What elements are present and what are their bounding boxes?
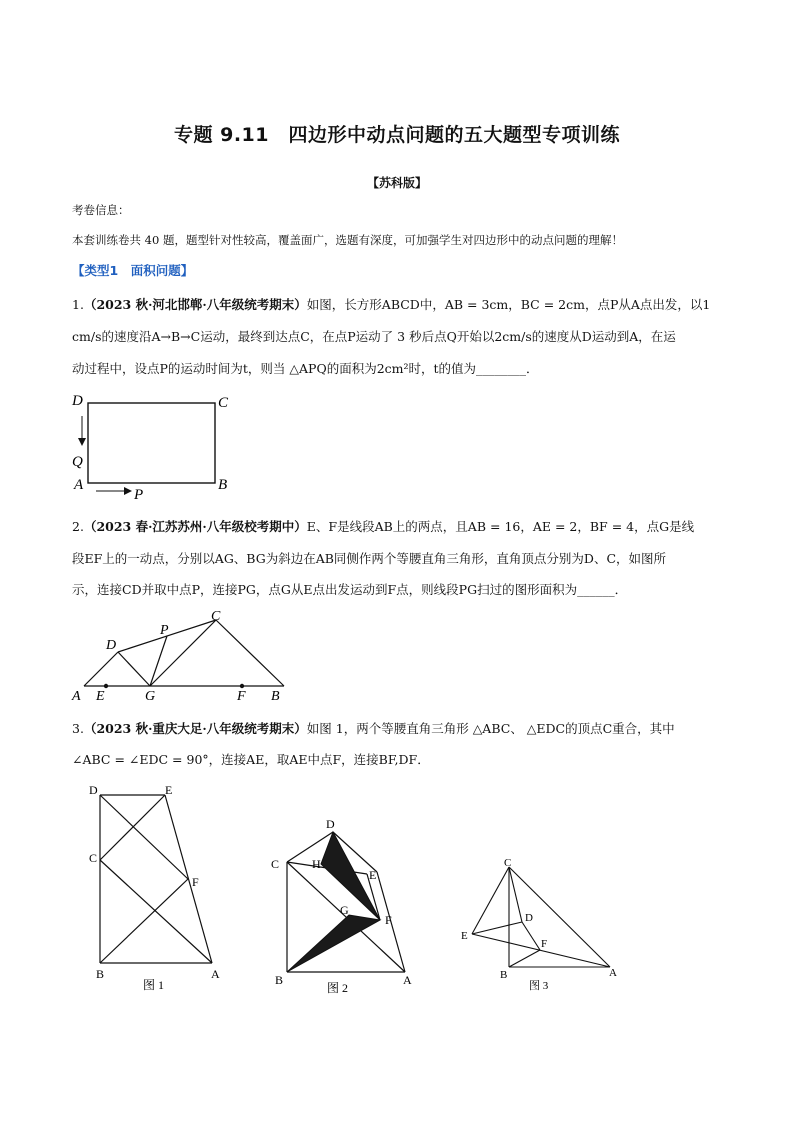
label-d: D bbox=[326, 817, 335, 831]
question-3-figure-3 bbox=[452, 852, 632, 994]
label-b: B bbox=[96, 967, 105, 981]
point-e bbox=[104, 684, 108, 688]
seg-df bbox=[100, 795, 188, 879]
label-f: F bbox=[541, 938, 548, 950]
question-3-line-2: ∠ABC = ∠EDC = 90°，连接AE，取AE中点F，连接BF,DF． bbox=[72, 752, 430, 767]
question-text: 如图，长方形ABCD中，AB = 3cm，BC = 2cm，点P从A点出发，以1 bbox=[306, 297, 711, 312]
label-c: C bbox=[504, 857, 512, 869]
label-f: F bbox=[385, 913, 392, 927]
label-p: P bbox=[160, 623, 169, 638]
label-b: B bbox=[275, 973, 284, 987]
question-3-line-1 bbox=[72, 721, 675, 737]
label-c: C bbox=[271, 857, 280, 871]
label-d: D bbox=[89, 783, 98, 797]
label-p: P bbox=[134, 487, 144, 503]
question-text: E、F是线段AB上的两点，且AB = 16，AE = 2，BF = 4，点G是线 bbox=[306, 519, 695, 534]
point-f bbox=[240, 684, 244, 688]
question-3-figure-2 bbox=[265, 812, 420, 997]
segment-cb bbox=[216, 620, 284, 686]
question-source: （2023 秋·河北邯郸·八年级统考期末） bbox=[83, 297, 307, 312]
seg-df bbox=[522, 922, 540, 950]
seg-ce bbox=[472, 867, 509, 934]
figure-caption: 图 2 bbox=[327, 981, 349, 995]
label-d: D bbox=[525, 912, 533, 924]
label-a: A bbox=[74, 477, 84, 493]
label-c: C bbox=[218, 395, 229, 411]
label-f: F bbox=[192, 875, 199, 889]
label-a: A bbox=[211, 967, 220, 981]
label-e: E bbox=[461, 930, 468, 942]
label-a: A bbox=[403, 973, 412, 987]
question-2-line-1 bbox=[72, 519, 694, 535]
rectangle-abcd bbox=[88, 403, 215, 483]
question-text: 如图 1，两个等腰直角三角形 △ABC、 △EDC的顶点C重合，其中 bbox=[306, 721, 675, 736]
question-source: （2023 春·江苏苏州·八年级校考期中） bbox=[83, 519, 307, 534]
label-d: D bbox=[72, 393, 83, 409]
label-e: E bbox=[96, 689, 105, 704]
arrow-down-head bbox=[78, 438, 86, 446]
arrow-right-head bbox=[124, 487, 132, 495]
label-a: A bbox=[609, 967, 617, 979]
page-title: 专题 9.11 四边形中动点问题的五大题型专项训练 bbox=[174, 124, 620, 146]
segment-dg bbox=[118, 652, 150, 686]
question-3-figure-1 bbox=[85, 780, 235, 995]
label-c: C bbox=[211, 609, 221, 624]
label-f: F bbox=[237, 689, 246, 704]
label-b: B bbox=[271, 689, 280, 704]
section-heading-area: 【类型1 面积问题】 bbox=[72, 263, 194, 278]
question-number: 1. bbox=[72, 297, 84, 312]
seg-cd bbox=[509, 867, 522, 922]
figure-caption: 图 3 bbox=[529, 980, 549, 992]
label-d: D bbox=[106, 638, 117, 653]
question-1-figure bbox=[60, 388, 250, 503]
label-b: B bbox=[500, 969, 508, 981]
figure-caption: 图 1 bbox=[143, 978, 165, 992]
edition-label: 【苏科版】 bbox=[366, 176, 427, 190]
question-number: 3. bbox=[72, 721, 84, 736]
label-e: E bbox=[165, 783, 173, 797]
question-source: （2023 秋·重庆大足·八年级统考期末） bbox=[83, 721, 307, 736]
label-b: B bbox=[218, 477, 228, 493]
question-1-line-3: 动过程中，设点P的运动时间为t，则当 △APQ的面积为2cm²时，t的值为________． bbox=[72, 361, 539, 376]
exam-info-text: 本套训练卷共 40 题，题型针对性较高，覆盖面广，选题有深度，可加强学生对四边形中的动点问题的理解！ bbox=[72, 233, 623, 247]
label-q: Q bbox=[72, 454, 83, 470]
label-c: C bbox=[89, 851, 98, 865]
shaded-triangle-lower bbox=[287, 915, 380, 972]
seg-ea bbox=[165, 795, 212, 963]
seg-ed bbox=[472, 922, 522, 934]
label-e: E bbox=[369, 868, 377, 882]
seg-bf bbox=[100, 879, 188, 963]
question-number: 2. bbox=[72, 519, 84, 534]
question-1-line-1 bbox=[72, 297, 710, 313]
label-h: H bbox=[312, 857, 321, 871]
exam-info-label: 考卷信息： bbox=[72, 203, 130, 217]
label-g: G bbox=[145, 689, 156, 704]
question-2-line-2: 段EF上的一动点，分别以AG、BG为斜边在AB同侧作两个等腰直角三角形，直角顶点分别为D、C，如图所 bbox=[72, 551, 667, 566]
seg-bf bbox=[509, 950, 540, 967]
label-a: A bbox=[72, 689, 81, 704]
segment-ad bbox=[84, 652, 118, 686]
question-2-figure bbox=[66, 608, 296, 704]
segment-pg bbox=[150, 636, 167, 686]
question-2-line-3: 示，连接CD并取中点P，连接PG，点G从E点出发运动到F点，则线段PG扫过的图形面积为______． bbox=[72, 582, 628, 597]
label-g: G bbox=[340, 903, 349, 917]
question-1-line-2: cm/s的速度沿A→B→C运动，最终到达点C，在点P运动了 3 秒后点Q开始以2cm/s的速度从D运动到A，在运 bbox=[72, 329, 676, 344]
